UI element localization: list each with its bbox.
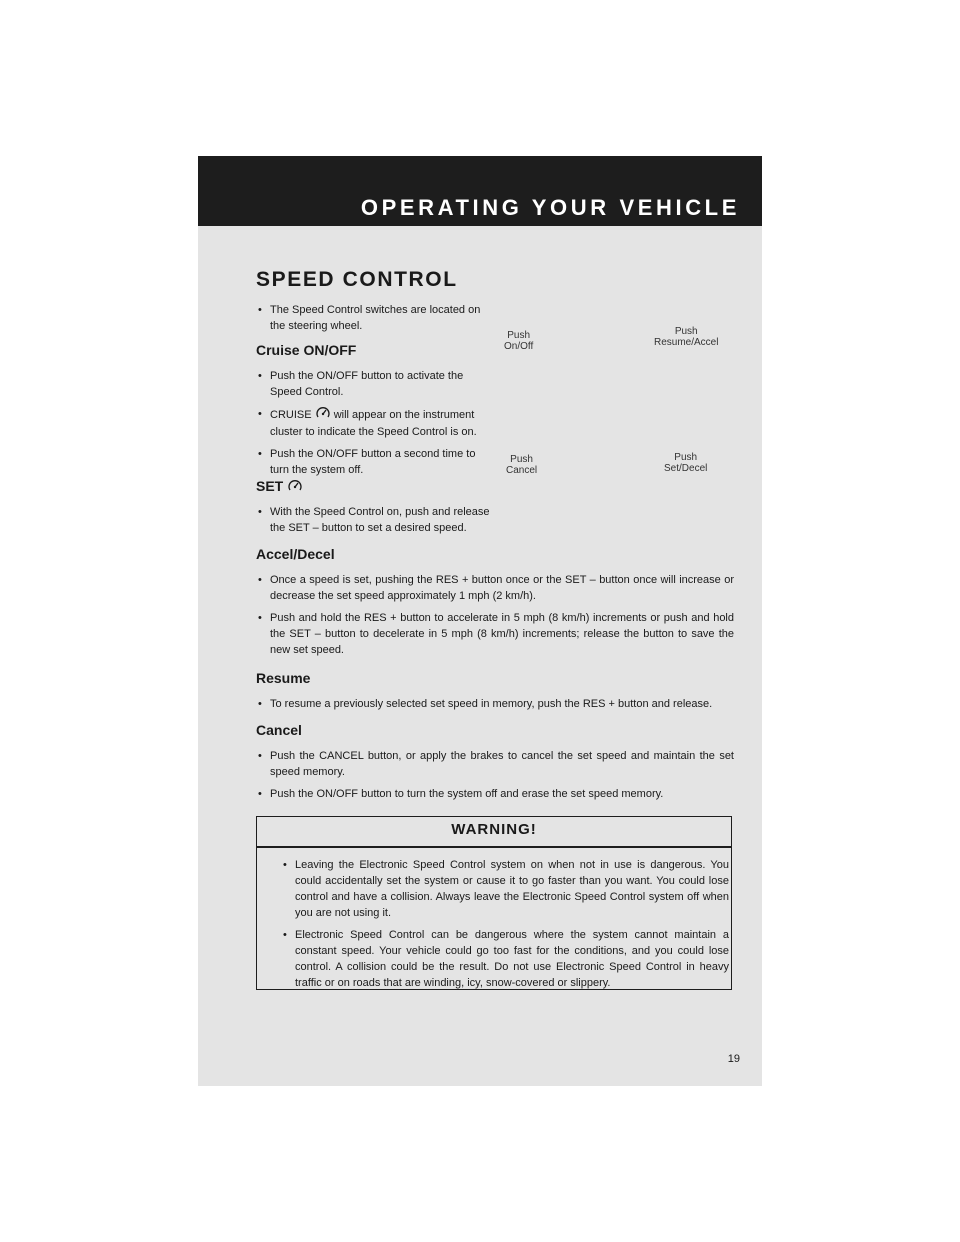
manual-page [198, 156, 762, 1086]
warning-list [281, 857, 729, 997]
cancel-heading: Cancel [256, 722, 302, 738]
resume-heading: Resume [256, 670, 311, 686]
steering-wheel-switches-diagram [498, 324, 738, 524]
cruise-item: • Push the ON/OFF button to activate the Speed Control. [256, 368, 492, 400]
resume-list [256, 696, 734, 718]
cancel-item: • Push the ON/OFF button to turn the system off and erase the set speed memory. [256, 786, 734, 802]
accel-heading: Accel/Decel [256, 546, 335, 562]
header-title: OPERATING YOUR VEHICLE [360, 195, 740, 220]
warning-item: • Leaving the Electronic Speed Control system on when not in use is dangerous. You could accidentally set the system or cause it to go faster than you want. You could lose control and have a collision. Always leave the Electronic Speed Control system off when you are not using it. [281, 857, 729, 921]
set-heading [256, 478, 303, 495]
header-bar [198, 156, 762, 226]
cancel-item: • Push the CANCEL button, or apply the brakes to cancel the set speed and maintain the set speed memory. [256, 748, 734, 780]
set-heading-label: SET [256, 478, 284, 494]
warning-item: • Electronic Speed Control can be dangerous where the system cannot maintain a constant speed. Your vehicle could go too fast for the conditions, and you could lose control. A collision could be the result. Do not use Electronic Speed Control in heavy traffic or on roads that are winding, icy, snow-covered or slippery. [281, 927, 729, 991]
cancel-list [256, 748, 734, 808]
page-number: 19 [727, 1053, 740, 1065]
warning-box [256, 816, 732, 990]
intro-list [256, 302, 492, 340]
cruise-list [256, 368, 492, 484]
set-speedometer-icon [287, 479, 303, 495]
cruise-desc: will appear on the instrument cluster to indicate the Speed Control is on. [270, 408, 477, 438]
section-title: SPEED CONTROL [256, 268, 458, 291]
label-cancel: Push Cancel [506, 454, 538, 476]
warning-divider [257, 846, 731, 848]
label-resume-accel: Push Resume/Accel [654, 326, 719, 348]
intro-item: • The Speed Control switches are located on the steering wheel. [256, 302, 492, 334]
accel-item: • Once a speed is set, pushing the RES + button once or the SET – button once will increase or decrease the set speed approximately 1 mph (2 km/h). [256, 572, 734, 604]
accel-list [256, 572, 734, 664]
label-on-off: Push On/Off [504, 330, 534, 352]
warning-title: WARNING! [451, 821, 537, 838]
set-item: • With the Speed Control on, push and release the SET – button to set a desired speed. [256, 504, 492, 536]
set-list [256, 504, 492, 542]
cruise-label: CRUISE [270, 408, 312, 421]
cruise-item: • Push the ON/OFF button a second time to turn the system off. [256, 446, 492, 478]
resume-item: • To resume a previously selected set speed in memory, push the RES + button and release. [256, 696, 734, 712]
cruise-heading: Cruise ON/OFF [256, 342, 357, 358]
label-set-decel: Push Set/Decel [664, 452, 708, 474]
accel-item: • Push and hold the RES + button to accelerate in 5 mph (8 km/h) increments or push and hold the SET – button to decelerate in 5 mph (8 km/h) increments; release the button to save the new set speed. [256, 610, 734, 658]
cruise-item [256, 406, 492, 440]
cruise-speedometer-icon [315, 406, 331, 424]
